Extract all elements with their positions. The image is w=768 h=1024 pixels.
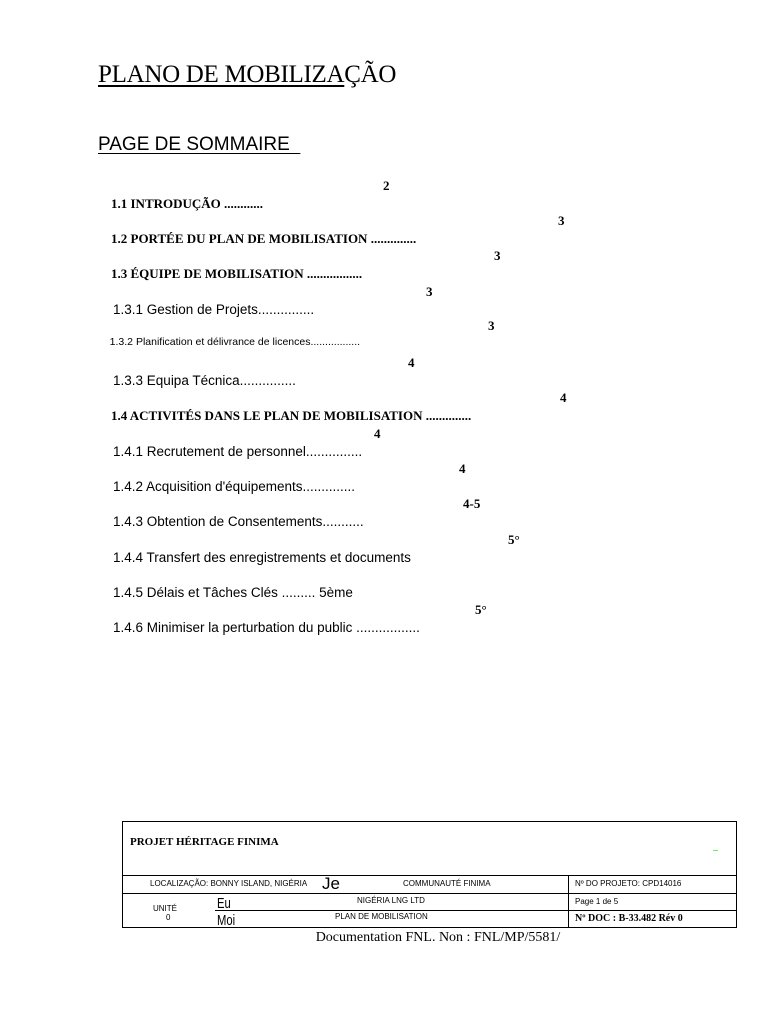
toc-entry-page: 5°: [508, 532, 520, 547]
toc-entry-label: 1.4.6 Minimiser la perturbation du public .................: [113, 620, 420, 635]
toc-entry-label: 1.4.4 Transfert des enregistrements et documents: [113, 550, 411, 565]
moi-mark: Moi: [217, 912, 236, 929]
plan-label: PLAN DE MOBILISATION: [335, 912, 428, 921]
green-mark: [713, 850, 718, 851]
toc-entry-label: 1.4.1 Recrutement de personnel...............: [113, 444, 363, 459]
company-name: NIGÉRIA LNG LTD: [357, 896, 425, 905]
toc-entry-page: 3: [488, 318, 495, 333]
toc-entry-page: 4-5: [463, 496, 481, 511]
unit-label: UNITÉ: [153, 904, 177, 913]
eu-mark: Eu: [217, 895, 231, 912]
title-tail: ÇÃO: [344, 61, 397, 88]
toc-entry-page: 4: [408, 355, 415, 370]
toc-entry-label: 1.3 ÉQUIPE DE MOBILISATION .................: [111, 266, 363, 281]
toc-entry-page: 4: [374, 426, 381, 441]
toc-entry-page: 3: [558, 213, 565, 228]
je-mark: Je: [322, 874, 340, 893]
title-main: PLANO DE MOBILIZA: [98, 61, 345, 88]
divider: [123, 893, 736, 894]
community-label: COMMUNAUTÉ FINIMA: [403, 879, 491, 888]
document-number: Nº DOC : B-33.482 Rév 0: [575, 913, 683, 924]
toc-heading: PAGE DE SOMMAIRE: [98, 134, 301, 155]
title-block: [122, 821, 737, 928]
toc-entry-page: 5°: [475, 602, 487, 617]
toc-entry-page: 3: [494, 248, 501, 263]
divider: [215, 910, 736, 911]
divider: [123, 875, 736, 876]
toc-entry-page: 4: [459, 461, 466, 476]
documentation-reference: Documentation FNL. Non : FNL/MP/5581/: [315, 930, 561, 945]
toc-entry-label: 1.4.2 Acquisition d'équipements..............: [113, 479, 355, 494]
toc-entry-page: 2: [383, 178, 390, 193]
localization-label: LOCALIZAÇÃO: BONNY ISLAND, NIGÉRIA: [150, 879, 308, 888]
toc-entry-label: 1.4 ACTIVITÉS DANS LE PLAN DE MOBILISATION ..............: [111, 408, 472, 423]
toc-entry-label: 1.2 PORTÉE DU PLAN DE MOBILISATION ..............: [111, 231, 417, 246]
toc-entry-label: 1.3.2 Planification et délivrance de licences.................: [109, 336, 361, 348]
page-count: Page 1 de 5: [575, 897, 619, 906]
toc-entry[interactable]: [98, 601, 487, 673]
divider: [568, 875, 569, 927]
toc-entry-page: 4: [560, 390, 567, 405]
unit-value: 0: [166, 913, 171, 922]
toc-entry-label: 1.4.3 Obtention de Consentements...........: [113, 514, 364, 529]
project-number: Nº DO PROJETO: CPD14016: [575, 879, 682, 888]
toc-entry-label: 1.4.5 Délais et Tâches Clés ......... 5ème: [113, 585, 353, 600]
toc-entry-label: 1.1 INTRODUÇÃO ............: [111, 196, 264, 211]
project-title: PROJET HÉRITAGE FINIMA: [130, 836, 279, 848]
toc-entry-label: 1.3.1 Gestion de Projets...............: [113, 302, 315, 317]
toc-entry-page: 3: [426, 284, 433, 299]
toc-entry-label: 1.3.3 Equipa Técnica...............: [113, 373, 296, 388]
